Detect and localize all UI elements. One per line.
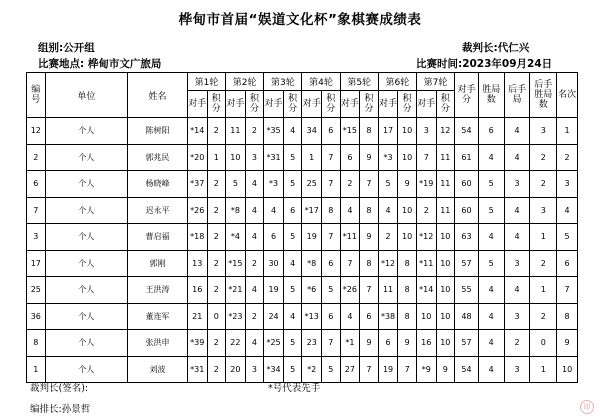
cell-round-6-opponent: *12 <box>378 250 398 277</box>
editor-label: 编排长:孙景哲 <box>30 404 91 415</box>
table-row <box>27 197 578 224</box>
cell-second-games: 4 <box>504 277 530 304</box>
cell-second-wins: 2 <box>530 303 557 330</box>
cell-round-7-opponent: 7 <box>416 144 436 171</box>
cell-round-2-opponent: 10 <box>226 144 246 171</box>
cell-round-3-opponent: *34 <box>264 356 284 383</box>
subheader-opponent-7: 对手 <box>416 91 436 118</box>
cell-round-4-score: 7 <box>322 171 341 198</box>
table-row <box>27 224 578 251</box>
cell-no: 1 <box>27 356 46 383</box>
cell-round-2-score: 3 <box>245 144 264 171</box>
cell-rank: 6 <box>557 250 578 277</box>
subheader-opponent-2: 对手 <box>226 91 246 118</box>
cell-round-5-opponent: *1 <box>340 330 360 357</box>
cell-wins: 6 <box>478 118 504 145</box>
cell-round-7-opponent: 2 <box>416 197 436 224</box>
cell-round-1-score: 2 <box>207 356 226 383</box>
cell-round-7-score: 12 <box>436 118 455 145</box>
cell-round-3-opponent: 24 <box>264 303 284 330</box>
cell-round-3-score: 6 <box>283 197 302 224</box>
subheader-opponent-3: 对手 <box>264 91 284 118</box>
cell-second-wins: 1 <box>530 277 557 304</box>
cell-round-4-score: 7 <box>322 144 341 171</box>
table-row <box>27 250 578 277</box>
cell-unit: 个人 <box>45 330 128 357</box>
cell-round-6-opponent: *3 <box>378 144 398 171</box>
cell-round-5-score: 8 <box>360 250 379 277</box>
cell-round-2-score: 2 <box>245 118 264 145</box>
cell-second-games: 4 <box>504 144 530 171</box>
header-round-5: 第5轮 <box>340 73 378 91</box>
cell-round-7-score: 10 <box>436 250 455 277</box>
cell-round-1-opponent: 21 <box>187 303 207 330</box>
cell-rank: 2 <box>557 144 578 171</box>
cell-rank: 1 <box>557 118 578 145</box>
cell-round-2-opponent: 20 <box>226 356 246 383</box>
cell-opp-score: 57 <box>455 330 479 357</box>
cell-round-6-score: 9 <box>398 171 417 198</box>
cell-round-7-opponent: 16 <box>416 330 436 357</box>
cell-wins: 4 <box>478 224 504 251</box>
cell-wins: 4 <box>478 303 504 330</box>
cell-round-2-opponent: *4 <box>226 224 246 251</box>
header-second-games: 后手局 <box>504 73 530 118</box>
cell-round-7-opponent: *19 <box>416 171 436 198</box>
cell-rank: 7 <box>557 277 578 304</box>
cell-round-3-score: 5 <box>283 224 302 251</box>
cell-wins: 4 <box>478 330 504 357</box>
cell-round-1-opponent: *31 <box>187 356 207 383</box>
cell-name: 郭兆民 <box>128 144 188 171</box>
cell-round-2-score: 4 <box>245 330 264 357</box>
cell-round-3-score: 4 <box>283 303 302 330</box>
subheader-opponent-6: 对手 <box>378 91 398 118</box>
cell-round-5-opponent: 27 <box>340 356 360 383</box>
cell-round-1-score: 2 <box>207 224 226 251</box>
cell-second-wins: 2 <box>530 171 557 198</box>
cell-round-6-score: 9 <box>398 330 417 357</box>
cell-round-4-opponent: 19 <box>302 224 322 251</box>
cell-wins: 5 <box>478 197 504 224</box>
cell-rank: 10 <box>557 356 578 383</box>
cell-name: 王洪涛 <box>128 277 188 304</box>
cell-round-4-opponent: 1 <box>302 144 322 171</box>
subheader-score-7: 积分 <box>436 91 455 118</box>
cell-name: 张洪申 <box>128 330 188 357</box>
cell-round-4-opponent: 25 <box>302 171 322 198</box>
cell-round-3-score: 5 <box>283 171 302 198</box>
cell-opp-score: 54 <box>455 118 479 145</box>
cell-unit: 个人 <box>45 224 128 251</box>
cell-round-2-opponent: *15 <box>226 250 246 277</box>
cell-round-3-opponent: 4 <box>264 197 284 224</box>
cell-second-wins: 2 <box>530 250 557 277</box>
subheader-score-2: 积分 <box>245 91 264 118</box>
cell-round-1-score: 2 <box>207 118 226 145</box>
cell-unit: 个人 <box>45 118 128 145</box>
cell-round-7-score: 9 <box>436 356 455 383</box>
cell-round-6-score: 8 <box>398 277 417 304</box>
header-round-4: 第4轮 <box>302 73 340 91</box>
cell-round-5-opponent: *15 <box>340 118 360 145</box>
cell-round-6-score: 8 <box>398 303 417 330</box>
cell-round-5-opponent: 4 <box>340 303 360 330</box>
cell-round-4-score: 7 <box>322 224 341 251</box>
cell-round-3-score: 5 <box>283 356 302 383</box>
subheader-score-4: 积分 <box>322 91 341 118</box>
cell-round-5-score: 7 <box>360 171 379 198</box>
cell-round-3-score: 4 <box>283 118 302 145</box>
cell-round-1-score: 2 <box>207 330 226 357</box>
table-row <box>27 356 578 383</box>
cell-round-5-score: 9 <box>360 330 379 357</box>
cell-no: 25 <box>27 277 46 304</box>
cell-name: 曹启福 <box>128 224 188 251</box>
cell-round-6-opponent: 19 <box>378 356 398 383</box>
cell-round-7-score: 11 <box>436 197 455 224</box>
cell-round-1-opponent: *26 <box>187 197 207 224</box>
subheader-score-3: 积分 <box>283 91 302 118</box>
group-label: 组别:公开组 <box>38 42 95 54</box>
cell-round-4-opponent: *6 <box>302 277 322 304</box>
cell-round-5-opponent: 2 <box>340 171 360 198</box>
header-second-wins: 后手胜局数 <box>530 73 557 118</box>
table-row <box>27 144 578 171</box>
cell-second-games: 4 <box>504 118 530 145</box>
header-rank: 名次 <box>557 73 578 118</box>
cell-name: 郭刚 <box>128 250 188 277</box>
table-row <box>27 171 578 198</box>
cell-unit: 个人 <box>45 250 128 277</box>
cell-round-6-score: 10 <box>398 197 417 224</box>
cell-round-5-score: 9 <box>360 224 379 251</box>
cell-round-5-score: 6 <box>360 303 379 330</box>
cell-round-3-opponent: *35 <box>264 118 284 145</box>
cell-round-6-opponent: 4 <box>378 197 398 224</box>
header-name: 姓名 <box>128 73 188 118</box>
header-round-1: 第1轮 <box>187 73 225 91</box>
cell-round-4-opponent: *17 <box>302 197 322 224</box>
subheader-score-1: 积分 <box>207 91 226 118</box>
cell-round-6-opponent: 5 <box>378 171 398 198</box>
cell-opp-score: 60 <box>455 171 479 198</box>
cell-round-5-score: 8 <box>360 197 379 224</box>
cell-round-7-opponent: *12 <box>416 224 436 251</box>
cell-round-3-opponent: 6 <box>264 224 284 251</box>
cell-second-wins: 3 <box>530 197 557 224</box>
cell-round-3-opponent: *3 <box>264 171 284 198</box>
cell-unit: 个人 <box>45 277 128 304</box>
cell-no: 6 <box>27 171 46 198</box>
cell-round-1-score: 2 <box>207 250 226 277</box>
cell-round-2-score: 2 <box>245 303 264 330</box>
cell-round-7-score: 10 <box>436 303 455 330</box>
cell-name: 董连军 <box>128 303 188 330</box>
cell-round-4-score: 6 <box>322 118 341 145</box>
cell-rank: 3 <box>557 171 578 198</box>
cell-round-7-opponent: *14 <box>416 277 436 304</box>
table-row <box>27 118 578 145</box>
table-row <box>27 277 578 304</box>
cell-wins: 4 <box>478 356 504 383</box>
cell-round-6-score: 10 <box>398 224 417 251</box>
cell-second-wins: 3 <box>530 118 557 145</box>
cell-unit: 个人 <box>45 144 128 171</box>
cell-round-6-score: 10 <box>398 118 417 145</box>
venue-label: 比赛地点: 桦甸市文广旅局 <box>38 58 162 70</box>
cell-round-2-score: 4 <box>245 171 264 198</box>
cell-round-2-score: 3 <box>245 356 264 383</box>
cell-round-2-score: 2 <box>245 250 264 277</box>
cell-opp-score: 57 <box>455 250 479 277</box>
cell-unit: 个人 <box>45 171 128 198</box>
cell-second-wins: 1 <box>530 224 557 251</box>
table-row <box>27 330 578 357</box>
cell-round-3-score: 4 <box>283 250 302 277</box>
cell-round-4-opponent: *8 <box>302 250 322 277</box>
header-wins: 胜局数 <box>478 73 504 118</box>
cell-opp-score: 60 <box>455 197 479 224</box>
cell-wins: 5 <box>478 171 504 198</box>
results-table <box>26 72 578 383</box>
cell-round-1-opponent: *20 <box>187 144 207 171</box>
cell-round-3-score: 5 <box>283 330 302 357</box>
cell-round-2-opponent: *23 <box>226 303 246 330</box>
cell-rank: 9 <box>557 330 578 357</box>
cell-round-4-opponent: 23 <box>302 330 322 357</box>
stamp-mark: 印 <box>580 400 594 414</box>
cell-round-7-opponent: 10 <box>416 303 436 330</box>
cell-second-wins: 0 <box>530 330 557 357</box>
cell-opp-score: 48 <box>455 303 479 330</box>
cell-no: 36 <box>27 303 46 330</box>
cell-round-5-opponent: *26 <box>340 277 360 304</box>
cell-round-5-score: 7 <box>360 277 379 304</box>
cell-opp-score: 63 <box>455 224 479 251</box>
cell-wins: 5 <box>478 250 504 277</box>
cell-round-5-opponent: *11 <box>340 224 360 251</box>
cell-second-games: 3 <box>504 356 530 383</box>
cell-round-5-score: 9 <box>360 144 379 171</box>
cell-round-6-score: 7 <box>398 356 417 383</box>
cell-round-4-score: 6 <box>322 250 341 277</box>
cell-opp-score: 54 <box>455 356 479 383</box>
cell-round-5-score: 8 <box>360 118 379 145</box>
cell-round-7-score: 10 <box>436 277 455 304</box>
cell-round-2-score: 4 <box>245 197 264 224</box>
subheader-opponent-4: 对手 <box>302 91 322 118</box>
cell-round-7-opponent: 3 <box>416 118 436 145</box>
cell-round-4-score: 8 <box>322 197 341 224</box>
referee-signature-label: 裁判长(签名): <box>30 383 89 394</box>
cell-opp-score: 61 <box>455 144 479 171</box>
cell-unit: 个人 <box>45 197 128 224</box>
cell-round-7-score: 11 <box>436 144 455 171</box>
cell-second-games: 4 <box>504 224 530 251</box>
cell-rank: 8 <box>557 303 578 330</box>
cell-round-4-score: 6 <box>322 303 341 330</box>
subheader-opponent-5: 对手 <box>340 91 360 118</box>
cell-second-games: 2 <box>504 330 530 357</box>
cell-round-1-opponent: 16 <box>187 277 207 304</box>
subheader-score-6: 积分 <box>398 91 417 118</box>
cell-round-3-opponent: *25 <box>264 330 284 357</box>
cell-second-games: 3 <box>504 250 530 277</box>
cell-round-1-opponent: 13 <box>187 250 207 277</box>
cell-round-5-opponent: 4 <box>340 197 360 224</box>
cell-round-6-score: 8 <box>398 250 417 277</box>
cell-no: 3 <box>27 224 46 251</box>
cell-round-1-opponent: *37 <box>187 171 207 198</box>
cell-round-7-score: 10 <box>436 224 455 251</box>
cell-round-7-opponent: *11 <box>416 250 436 277</box>
cell-round-4-opponent: 34 <box>302 118 322 145</box>
cell-round-3-opponent: 30 <box>264 250 284 277</box>
cell-unit: 个人 <box>45 303 128 330</box>
header-opp-score: 对手分 <box>455 73 479 118</box>
cell-round-2-opponent: *21 <box>226 277 246 304</box>
cell-round-3-score: 5 <box>283 144 302 171</box>
first-move-note: *号代表先手 <box>268 383 321 394</box>
cell-round-6-opponent: 2 <box>378 224 398 251</box>
cell-round-4-opponent: *2 <box>302 356 322 383</box>
cell-second-games: 3 <box>504 171 530 198</box>
date-label: 比赛时间:2023年09月24日 <box>416 58 553 70</box>
cell-round-3-opponent: 19 <box>264 277 284 304</box>
cell-round-1-opponent: *14 <box>187 118 207 145</box>
cell-round-6-opponent: *38 <box>378 303 398 330</box>
cell-name: 刘波 <box>128 356 188 383</box>
table-row <box>27 303 578 330</box>
cell-round-2-score: 4 <box>245 224 264 251</box>
cell-round-6-opponent: 11 <box>378 277 398 304</box>
cell-rank: 5 <box>557 224 578 251</box>
cell-round-4-score: 5 <box>322 356 341 383</box>
cell-name: 杨晓峰 <box>128 171 188 198</box>
cell-round-7-score: 10 <box>436 330 455 357</box>
header-round-2: 第2轮 <box>226 73 264 91</box>
cell-round-2-score: 4 <box>245 277 264 304</box>
cell-round-5-opponent: 7 <box>340 250 360 277</box>
cell-rank: 4 <box>557 197 578 224</box>
cell-round-7-opponent: *9 <box>416 356 436 383</box>
cell-round-5-score: 7 <box>360 356 379 383</box>
cell-round-4-opponent: *13 <box>302 303 322 330</box>
cell-round-1-score: 1 <box>207 144 226 171</box>
cell-round-6-opponent: 6 <box>378 330 398 357</box>
cell-name: 迟永平 <box>128 197 188 224</box>
cell-second-games: 3 <box>504 303 530 330</box>
cell-round-2-opponent: 5 <box>226 171 246 198</box>
cell-round-6-opponent: 17 <box>378 118 398 145</box>
cell-round-7-score: 11 <box>436 171 455 198</box>
cell-round-1-score: 2 <box>207 197 226 224</box>
header-round-7: 第7轮 <box>416 73 454 91</box>
cell-round-3-score: 5 <box>283 277 302 304</box>
cell-round-1-score: 2 <box>207 171 226 198</box>
header-round-6: 第6轮 <box>378 73 416 91</box>
cell-wins: 4 <box>478 277 504 304</box>
cell-round-2-opponent: *8 <box>226 197 246 224</box>
cell-round-3-opponent: *31 <box>264 144 284 171</box>
cell-opp-score: 55 <box>455 277 479 304</box>
cell-round-1-score: 0 <box>207 303 226 330</box>
cell-no: 7 <box>27 197 46 224</box>
header-round-3: 第3轮 <box>264 73 302 91</box>
header-no: 编号 <box>27 73 46 118</box>
cell-round-2-opponent: 11 <box>226 118 246 145</box>
subheader-score-5: 积分 <box>360 91 379 118</box>
cell-unit: 个人 <box>45 356 128 383</box>
cell-name: 陈树阳 <box>128 118 188 145</box>
header-unit: 单位 <box>45 73 128 118</box>
subheader-opponent-1: 对手 <box>187 91 207 118</box>
cell-round-5-opponent: 6 <box>340 144 360 171</box>
cell-second-games: 4 <box>504 197 530 224</box>
page-title: 桦甸市首届“娱道文化杯”象棋赛成绩表 <box>178 12 422 28</box>
cell-no: 12 <box>27 118 46 145</box>
cell-round-2-opponent: 22 <box>226 330 246 357</box>
cell-round-6-score: 10 <box>398 144 417 171</box>
cell-no: 2 <box>27 144 46 171</box>
cell-second-wins: 2 <box>530 144 557 171</box>
cell-round-1-opponent: *39 <box>187 330 207 357</box>
referee-label: 裁判长:代仁兴 <box>462 42 530 54</box>
cell-round-4-score: 5 <box>322 277 341 304</box>
cell-round-1-opponent: *18 <box>187 224 207 251</box>
cell-round-1-score: 2 <box>207 277 226 304</box>
cell-wins: 4 <box>478 144 504 171</box>
cell-no: 8 <box>27 330 46 357</box>
cell-round-4-score: 7 <box>322 330 341 357</box>
cell-second-wins: 1 <box>530 356 557 383</box>
cell-no: 17 <box>27 250 46 277</box>
